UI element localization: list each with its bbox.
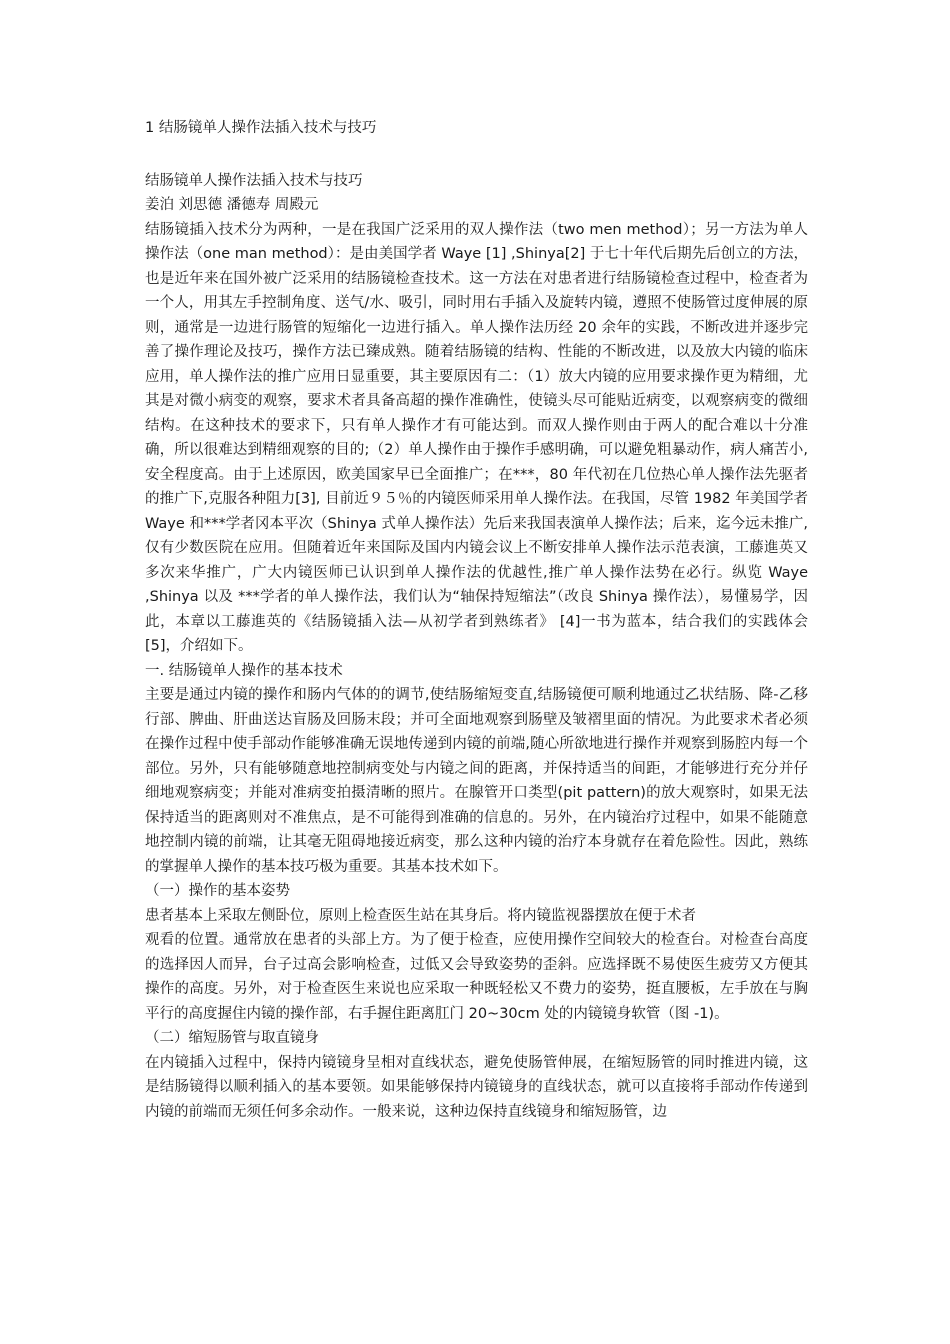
document-title: 1 结肠镜单人操作法插入技术与技巧	[145, 120, 377, 136]
subsection-heading-posture: （一）操作的基本姿势	[145, 883, 290, 899]
posture-line-1: 患者基本上采取左侧卧位，原则上检查医生站在其身后。将内镜监视器摆放在便于术者	[145, 907, 696, 924]
intro-paragraph: 结肠镜插入技术分为两种，一是在我国广泛采用的双人操作法（two men method）；另一方法为单人操作法（one man method）：是由美国学者 Waye [1] ,Shinya[2] 于七十年代后期先后创立的方法，也是近年来在国外被广泛采用的结肠镜检查技术。这一方法在对患者进行结肠镜检查过程中，检查者为一个人，用其左手控制角度、送气/水、吸引，同时用右手插入及旋转内镜，遵照不使肠管过度伸展的原则，通常是一边进行肠管的短缩化一边进行插入。单人操作法历经 20 余年的实践，不断改进并逐步完善了操作理论及技巧，操作方法已臻成熟。随着结肠镜的结构、性能的不断改进，以及放大内镜的临床应用，单人操作法的推广应用日显重要，其主要原因有二：（1）放大内镜的应用要求操作更为精细，尤其是对微小病变的观察，要求术者具备高超的操作准确性，使镜头尽可能贴近病变，以观察病变的微细结构。在这种技术的要求下，只有单人操作才有可能达到。而双人操作则由于两人的配合难以十分准确，所以很难达到精细观察的目的;（2）单人操作由于操作手感明确，可以避免粗暴动作，病人痛苦小,安全程度高。由于上述原因，欧美国家早已全面推广；在***，80 年代初在几位热心单人操作法先驱者的推广下,克服各种阻力[3], 目前近９５％的内镜医师采用单人操作法。在我国，尽管 1982 年美国学者 Waye 和***学者冈本平次（Shinya 式单人操作法）先后来我国表演单人操作法；后来，迄今远未推广,仅有少数医院在应用。但随着近年来国际及国内内镜会议上不断安排单人操作法示范表演，工藤進英又多次来华推广，广大内镜医师已认识到单人操作法的优越性,推广单人操作法势在必行。纵览 Waye ,Shinya 以及 ***学者的单人操作法，我们认为“轴保持短缩法”（改良 Shinya 操作法），易懂易学，因此，本章以工藤進英的《结肠镜插入法—从初学者到熟练者》 [4]一书为蓝本，结合我们的实践体会[5]，介绍如下。	[145, 221, 808, 654]
shortening-paragraph: 在内镜插入过程中，保持内镜镜身呈相对直线状态，避免使肠管伸展，在缩短肠管的同时推进内镜，这是结肠镜得以顺利插入的基本要领。如果能够保持内镜镜身的直线状态，就可以直接将手部动作传递到内镜的前端而无须任何多余动作。一般来说，这种边保持直线镜身和缩短肠管，边	[145, 1054, 808, 1120]
posture-paragraph	[145, 904, 808, 1027]
subsection-heading-shortening: （二）缩短肠管与取直镜身	[145, 1030, 319, 1046]
article-title: 结肠镜单人操作法插入技术与技巧	[145, 172, 363, 189]
section-heading-basic-technique: 一. 结肠镜单人操作的基本技术	[145, 662, 343, 679]
document-body	[145, 116, 808, 1124]
section-paragraph-basic-technique: 主要是通过内镜的操作和肠内气体的的调节,使结肠缩短变直,结肠镜便可顺利地通过乙状结肠、降-乙移行部、脾曲、肝曲送达盲肠及回肠末段；并可全面地观察到肠壁及皱褶里面的情况。为此要求术者必须在操作过程中使手部动作能够准确无误地传递到内镜的前端,随心所欲地进行操作并观察到肠腔内每一个部位。另外，只有能够随意地控制病变处与内镜之间的距离，并保持适当的间距，才能够进行充分并仔细地观察病变；并能对准病变拍摄清晰的照片。在腺管开口类型(pit pattern)的放大观察时，如果无法保持适当的距离则对不准焦点，是不可能得到准确的信息的。另外，在内镜治疗过程中，如果不能随意地控制内镜的前端，让其毫无阻碍地接近病变，那么这种内镜的治疗本身就存在着危险性。因此，熟练的掌握单人操作的基本技巧极为重要。其基本技术如下。	[145, 687, 808, 875]
author-list: 姜泊 刘思德 潘德寿 周殿元	[145, 197, 319, 213]
posture-line-2: 观看的位置。通常放在患者的头部上方。为了便于检查，应使用操作空间较大的检查台。对检查台高度的选择因人而异，台子过高会影响检查，过低又会导致姿势的歪斜。应选择既不易使医生疲劳又方便其操作的高度。另外，对于检查医生来说也应采取一种既轻松又不费力的姿势，挺直腰板，左手放在与胸平行的高度握住内镜的操作部，右手握住距离肛门 20~30cm 处的内镜镜身软管（图 -1)。	[145, 932, 808, 1022]
